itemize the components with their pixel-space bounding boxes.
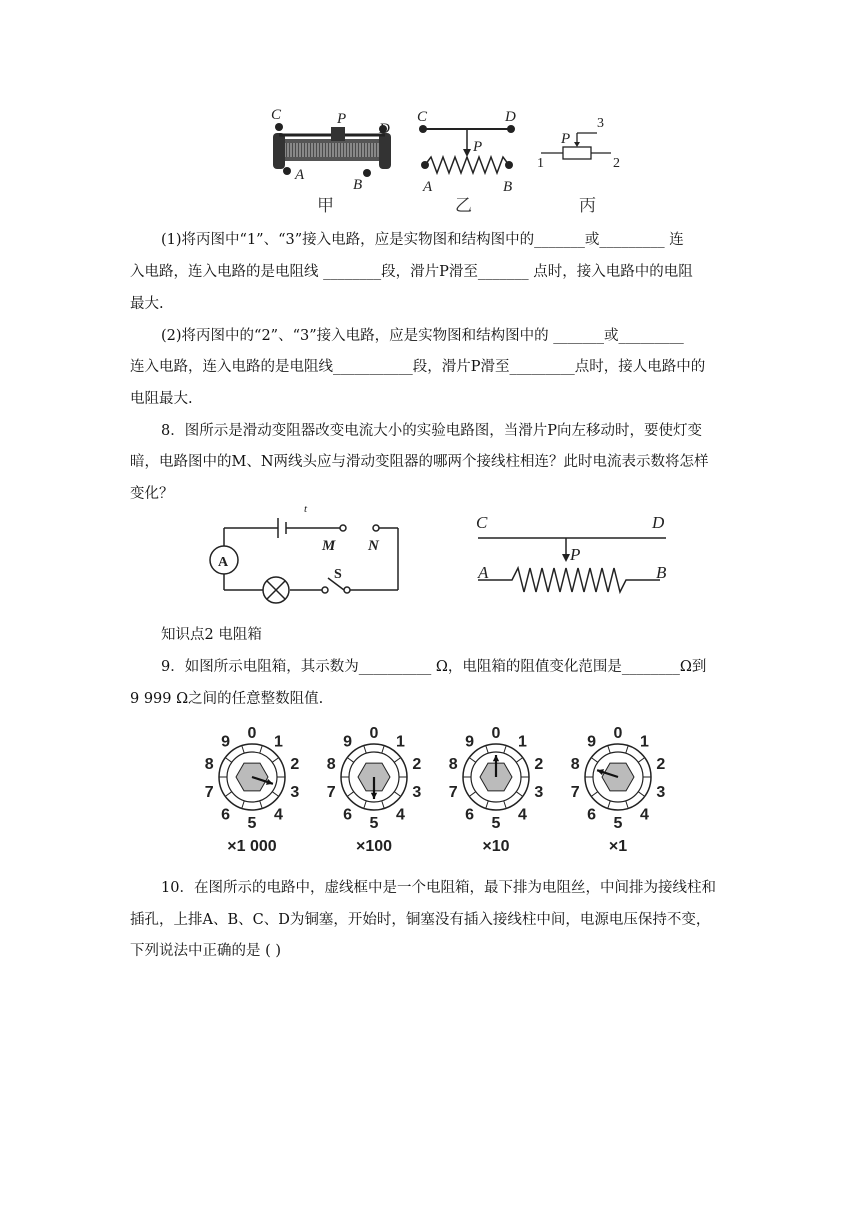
dial-digit: 6: [343, 806, 353, 824]
q8-line2: 暗，电路图中的M、N两线头应与滑动变阻器的哪两个接线柱相连？此时电流表示数将怎样: [130, 454, 709, 470]
dial-2: [449, 725, 544, 855]
rheostat-p-label: P: [570, 545, 581, 564]
switch-label: S: [334, 567, 342, 582]
bing-caption: 丙: [579, 196, 596, 216]
rheostat-structure-yi: [417, 109, 516, 216]
dial-digit: 4: [517, 806, 527, 824]
dial-digit: 4: [395, 806, 405, 824]
q7-part1-line3: 最大.: [130, 296, 164, 312]
terminal-m-label: M: [322, 538, 336, 554]
dial-digit: 3: [534, 783, 544, 801]
dial-digit: 0: [247, 725, 257, 742]
dial-0: [205, 725, 300, 855]
bing-label-1: 1: [537, 156, 544, 171]
dial-digit: 1: [395, 733, 405, 751]
dial-digit: 8: [448, 756, 458, 774]
yi-caption: 乙: [455, 196, 472, 216]
rheostat-symbol-bing: [537, 116, 620, 216]
dial-digit: 9: [587, 733, 597, 751]
jia-label-b: B: [353, 177, 363, 193]
dial-digit: 7: [326, 783, 336, 801]
rheostat-figures: [265, 105, 625, 217]
dial-digit: 3: [656, 783, 666, 801]
dial-digit: 7: [570, 783, 580, 801]
q7-part1-line2: 入电路，连入电路的是电阻线 ________段，滑片P滑至_______ 点时，接入电路中的电阻: [130, 264, 693, 280]
dial-digit: 2: [656, 756, 666, 774]
jia-label-c: C: [271, 107, 282, 123]
q7-part2-line2: 连入电路，连入电路的是电阻线___________段，滑片P滑至_________点时，接人电路中的: [130, 359, 706, 375]
dial-multiplier: ×1 000: [227, 838, 277, 855]
dial-digit: 9: [465, 733, 475, 751]
q8-line3: 变化？: [130, 486, 174, 502]
jia-label-a: A: [295, 167, 305, 183]
dial-digit: 2: [412, 756, 422, 774]
dial-digit: 3: [290, 783, 300, 801]
dial-digit: 9: [343, 733, 353, 751]
dial-digit: 0: [369, 725, 379, 742]
q8-line1: 8．图所示是滑动变阻器改变电流大小的实验电路图，当滑片P向左移动时，要使灯变: [161, 423, 702, 439]
dial-digit: 7: [204, 783, 214, 801]
dial-digit: 0: [491, 725, 501, 742]
bing-label-p: P: [561, 131, 571, 147]
dial-digit: 2: [290, 756, 300, 774]
q7-part2-line3: 电阻最大.: [130, 391, 193, 407]
q10-line3: 下列说法中正确的是 ( ): [130, 943, 282, 959]
rheostat-b-label: B: [656, 563, 667, 582]
bing-label-3: 3: [597, 116, 604, 131]
dial-digit: 1: [517, 733, 527, 751]
dial-digit: 0: [613, 725, 623, 742]
jia-label-p: P: [337, 111, 347, 127]
section-heading: 知识点2 电阻箱: [161, 627, 262, 643]
dial-digit: 3: [412, 783, 422, 801]
yi-label-c: C: [417, 109, 428, 125]
dial-digit: 5: [491, 815, 501, 832]
q7-part1-line1: (1)将丙图中“1”、“3”接入电路，应是实物图和结构图中的_______或_________ 连: [161, 232, 684, 248]
q10-line1: 10．在图所示的电路中，虚线框中是一个电阻箱，最下排为电阻丝，中间排为接线柱和: [161, 880, 716, 896]
dial-digit: 4: [273, 806, 283, 824]
circuit-figure: [200, 500, 690, 615]
battery-label: t: [304, 503, 308, 515]
rheostat-a-label: A: [478, 563, 489, 582]
dial-digit: 7: [448, 783, 458, 801]
q7-part2-line1: (2)将丙图中的“2”、“3”接入电路，应是实物图和结构图中的 _______或_________: [161, 328, 684, 344]
circuit-diagram: [210, 518, 398, 603]
dial-digit: 1: [273, 733, 283, 751]
yi-label-b: B: [503, 179, 513, 195]
jia-caption: 甲: [317, 196, 334, 216]
dial-1: [327, 725, 422, 855]
bing-label-2: 2: [613, 156, 620, 171]
dial-digit: 2: [534, 756, 544, 774]
yi-label-a: A: [423, 179, 433, 195]
rheostat-c-label: C: [476, 513, 488, 532]
yi-label-p: P: [473, 139, 483, 155]
dial-3: [571, 725, 666, 855]
dial-digit: 5: [369, 815, 379, 832]
q10-line2: 插孔，上排A、B、C、D为铜塞，开始时，铜塞没有插入接线柱中间，电源电压保持不变，: [130, 912, 711, 928]
dial-digit: 8: [570, 756, 580, 774]
terminal-n-label: N: [368, 538, 379, 554]
dial-multiplier: ×1: [608, 838, 628, 855]
rheostat-photo-jia: [271, 107, 391, 216]
dial-digit: 6: [587, 806, 597, 824]
ammeter-label: A: [218, 555, 229, 570]
jia-label-d: D: [379, 121, 390, 137]
dial-digit: 4: [639, 806, 649, 824]
dial-digit: 8: [326, 756, 336, 774]
rheostat-d-label: D: [652, 513, 665, 532]
dial-digit: 1: [639, 733, 649, 751]
dial-digit: 5: [613, 815, 623, 832]
dial-multiplier: ×10: [482, 838, 510, 855]
q9-line2: 9 999 Ω之间的任意整数阻值.: [130, 691, 324, 707]
dial-digit: 5: [247, 815, 257, 832]
dial-digit: 6: [221, 806, 231, 824]
resistance-box-dials: [190, 715, 690, 860]
dial-digit: 9: [221, 733, 231, 751]
yi-label-d: D: [505, 109, 516, 125]
q9-line1: 9．如图所示电阻箱，其示数为__________ Ω，电阻箱的阻值变化范围是________Ω到: [161, 659, 707, 675]
dial-digit: 6: [465, 806, 475, 824]
dial-digit: 8: [204, 756, 214, 774]
dial-multiplier: ×100: [355, 838, 393, 855]
